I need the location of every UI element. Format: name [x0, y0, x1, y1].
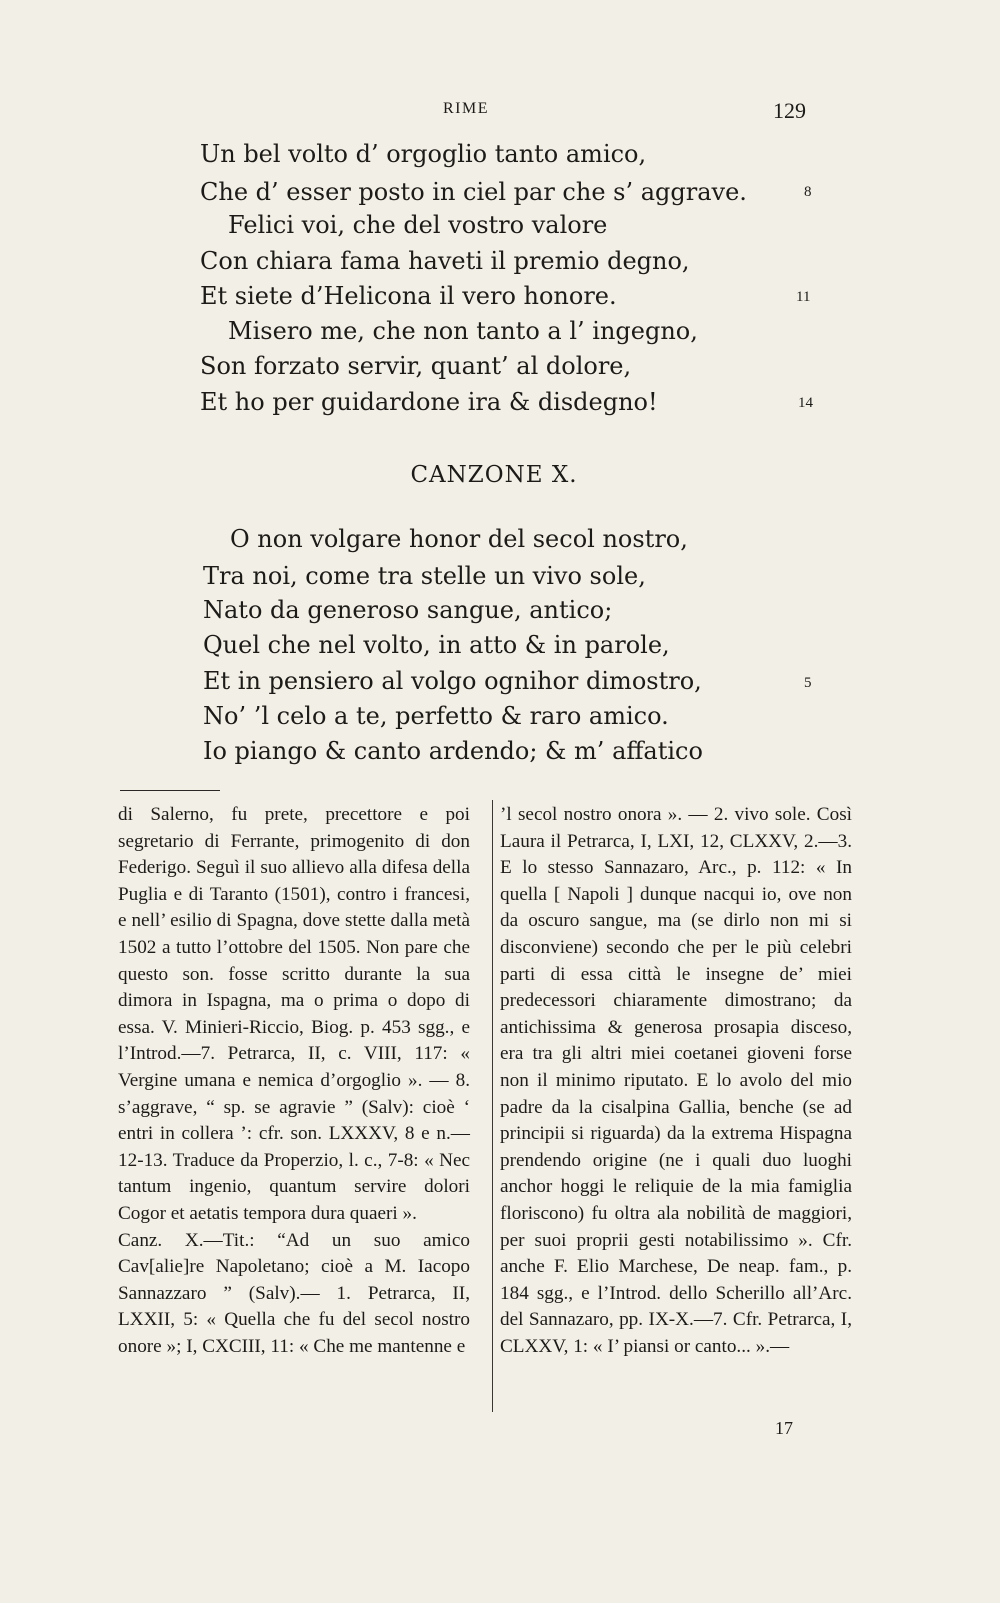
line-number: 14 [798, 395, 813, 411]
column-divider [492, 800, 493, 1412]
canzone-heading [0, 462, 1000, 488]
signature-mark: 17 [775, 1418, 793, 1438]
canzone-title: CANZONE X. [410, 462, 578, 488]
verse-line: Io piango & canto ardendo; & m’ affatico [203, 737, 703, 765]
line-number: 11 [796, 289, 811, 305]
verse-line: Quel che nel volto, in atto & in parole, [203, 631, 670, 659]
footnote-separator [120, 790, 220, 791]
running-head [0, 98, 1000, 122]
verse-line: Tra noi, come tra stelle un vivo sole, [203, 562, 646, 590]
commentary-text: di Salerno, fu prete, precettore e poi segretario di Ferrante, primogenito di don Federigo. Seguì il suo allievo alla difesa della Puglia e di Taranto (1501), contro i francesi, e nell’ esilio di Spagna, dove stette dalla metà 1502 a tutto l’ottobre del 1505. Non pare che questo son. fosse scritto durante la sua dimora in Ispagna, ma o prima o dopo di essa. V. Minieri-Riccio, Biog. p. 453 sgg., e l’Introd.—7. Petrarca, II, c. VIII, 117: « Vergine umana e nemica d’orgoglio ». — 8. s’aggrave, “ sp. se agravie ” (Salv): cioè ‘ entri in collera ’: cfr. son. LXXXV, 8 e n.— 12-13. Traduce da Properzio, l. c., 7-8: « Nec tantum ingenio, quantum servire dolori Cogor et aetatis tempora dura quaeri ». Canz. X.—Tit.: “Ad un suo amico Cav[alie]re Napoletano; cioè a M. Iacopo Sannazzaro ” (Salv).— 1. Petrarca, II, LXXII, 5: « Quella che fu del secol nostro onore »; I, CXCIII, 11: « Che me mantenne e [118, 804, 470, 1357]
verse-line: No’ ’l celo a te, perfetto & raro amico. [203, 702, 669, 730]
line-number: 5 [804, 675, 812, 691]
notes-left-column [118, 802, 470, 1360]
verse-line: Misero me, che non tanto a l’ ingegno, [228, 317, 698, 345]
verse-line: Con chiara fama haveti il premio degno, [200, 247, 690, 275]
notes-right-column [500, 802, 852, 1360]
verse-line: Un bel volto d’ orgoglio tanto amico, [200, 140, 647, 168]
verse-line: Et siete d’Helicona il vero honore. [200, 282, 617, 310]
commentary-text: ’l secol nostro onora ». — 2. vivo sole. Così Laura il Petrarca, I, LXI, 12, CLXXV, 2.—3. E lo stesso Sannazaro, Arc., p. 112: « In quella [ Napoli ] dunque nacqui io, ove non da oscuro sangue, ma (se dirlo non mi si disconviene) secondo che per le più celebri parti di essa città le insegne de’ miei predecessori chiaramente dimostrano; da antichissima & generosa prosapia disceso, era tra gli altri miei coetanei gioveni forse non il minimo riputato. E lo avolo del mio padre da la cisalpina Gallia, benche (se ad principii si riguarda) da la extrema Hispagna prendendo origine (ne i quali duo luoghi anchor hoggi le reliquie de la mia famiglia floriscono) fu oltra ala nobilità de maggiori, per suoi proprii gesti notabilissimo ». Cfr. anche F. Elio Marchese, De neap. fam., p. 184 sgg., e l’Introd. dello Scherillo all’Arc. del Sannazaro, pp. IX-X.—7. Cfr. Petrarca, I, CLXXV, 1: « I’ piansi or canto... ».— [500, 804, 852, 1357]
verse-line: Felici voi, che del vostro valore [228, 211, 608, 239]
running-head-title: RIME [443, 100, 489, 117]
page-number: 129 [773, 98, 806, 123]
verse-line: Nato da generoso sangue, antico; [203, 596, 613, 624]
verse-line: O non volgare honor del secol nostro, [230, 525, 688, 553]
verse-line: Che d’ esser posto in ciel par che s’ aggrave. [200, 178, 747, 206]
verse-line: Et ho per guidardone ira & disdegno! [200, 388, 658, 416]
verse-line: Son forzato servir, quant’ al dolore, [200, 352, 632, 380]
verse-line: Et in pensiero al volgo ognihor dimostro, [203, 667, 702, 695]
line-number: 8 [804, 184, 812, 200]
